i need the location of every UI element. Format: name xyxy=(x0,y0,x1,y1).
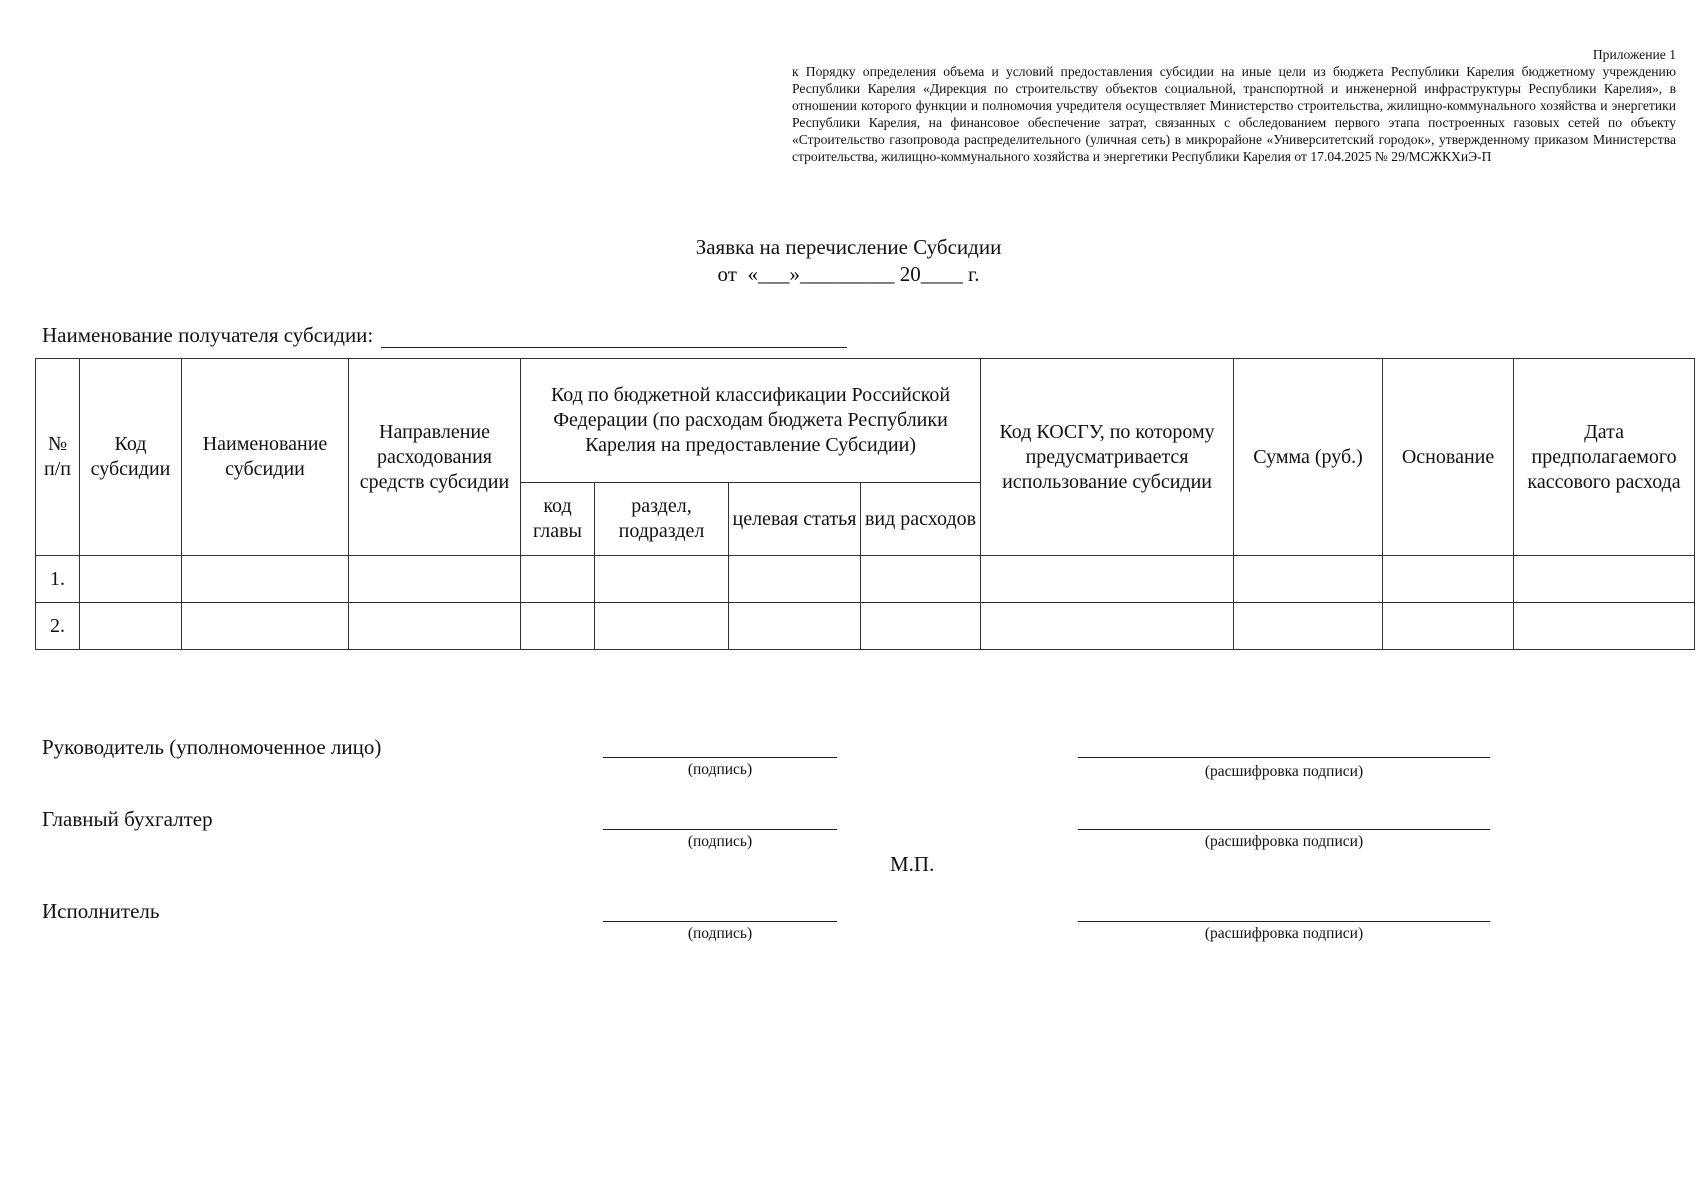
subheader-chapter-code: код главы xyxy=(521,483,595,556)
accountant-label: Главный бухгалтер xyxy=(42,807,213,831)
accountant-signature-caption: (подпись) xyxy=(687,833,753,850)
row-number: 2. xyxy=(36,603,80,650)
accountant-decode-line[interactable] xyxy=(1078,827,1490,830)
executor-decode-line[interactable] xyxy=(1078,919,1490,922)
header-no: № п/п xyxy=(36,359,80,556)
recipient-blank-line[interactable] xyxy=(381,325,847,348)
header-budget-classification: Код по бюджетной классификации Российской Федерации (по расходам бюджета Республики Карелия на предоставление Субсидии) xyxy=(521,359,981,483)
table-cell[interactable] xyxy=(1383,556,1514,603)
executor-signature-caption: (подпись) xyxy=(687,925,753,942)
appendix-block xyxy=(792,46,1676,165)
executor-signature-line[interactable] xyxy=(603,919,837,922)
table-cell[interactable] xyxy=(861,603,981,650)
table-row xyxy=(36,603,1695,650)
executor-decode-caption: (расшифровка подписи) xyxy=(1204,925,1364,942)
table-cell[interactable] xyxy=(729,556,861,603)
header-sum: Сумма (руб.) xyxy=(1234,359,1383,556)
table-cell[interactable] xyxy=(1514,556,1695,603)
subsidy-request-table xyxy=(35,358,1695,650)
head-label: Руководитель (уполномоченное лицо) xyxy=(42,735,382,759)
appendix-title: Приложение 1 xyxy=(1592,47,1676,62)
stamp-place: М.П. xyxy=(890,852,935,876)
table-cell[interactable] xyxy=(521,603,595,650)
table-cell[interactable] xyxy=(521,556,595,603)
recipient-label: Наименование получателя субсидии: xyxy=(42,323,374,347)
header-expense-date: Дата предполагаемого кассового расхода xyxy=(1514,359,1695,556)
table-cell[interactable] xyxy=(349,603,521,650)
table-row xyxy=(36,556,1695,603)
table-cell[interactable] xyxy=(595,556,729,603)
accountant-signature-line[interactable] xyxy=(603,827,837,830)
executor-label: Исполнитель xyxy=(42,899,160,923)
head-signature-line[interactable] xyxy=(603,755,837,758)
table-cell[interactable] xyxy=(981,556,1234,603)
document-title-block xyxy=(0,234,1697,288)
header-subsidy-code: Код субсидии xyxy=(80,359,182,556)
recipient-field xyxy=(42,323,847,348)
table-cell[interactable] xyxy=(349,556,521,603)
table-cell[interactable] xyxy=(182,556,349,603)
table-header-row xyxy=(36,359,1695,483)
head-signature-caption: (подпись) xyxy=(687,761,753,778)
header-kosgu: Код КОСГУ, по которому предусматривается использование субсидии xyxy=(981,359,1234,556)
header-direction: Направление расходования средств субсидии xyxy=(349,359,521,556)
table-cell[interactable] xyxy=(80,556,182,603)
appendix-text: к Порядку определения объема и условий предоставления субсидии на иные цели из бюджета Республики Карелия бюджетному учреждению Республики Карелия «Дирекция по строительству объектов социальной, транспортной и инженерной инфраструктуры Республики Карелия», в отношении которого функции и полномочия учредителя осуществляет Министерство строительства, жилищно-коммунального хозяйства и энергетики Республики Карелия, на финансовое обеспечение затрат, связанных с обследованием первого этапа построенных газовых сетей по объекту «Строительство газопровода распределительного (уличная сеть) в микрорайоне «Университетский городок», утвержденному приказом Министерства строительства, жилищно-коммунального хозяйства и энергетики Республики Карелия от 17.04.2025 № 29/МСЖКХиЭ-П xyxy=(792,64,1676,164)
subheader-section: раздел, подраздел xyxy=(595,483,729,556)
table-cell[interactable] xyxy=(861,556,981,603)
table-cell[interactable] xyxy=(595,603,729,650)
row-number: 1. xyxy=(36,556,80,603)
subheader-expense-type: вид расходов xyxy=(861,483,981,556)
table-cell[interactable] xyxy=(182,603,349,650)
accountant-decode-caption: (расшифровка подписи) xyxy=(1204,833,1364,850)
header-basis: Основание xyxy=(1383,359,1514,556)
table-cell[interactable] xyxy=(1234,556,1383,603)
head-decode-caption: (расшифровка подписи) xyxy=(1204,763,1364,780)
table-cell[interactable] xyxy=(1234,603,1383,650)
table-cell[interactable] xyxy=(1514,603,1695,650)
header-subsidy-name: Наименование субсидии xyxy=(182,359,349,556)
document-date-line: от «___»_________ 20____ г. xyxy=(717,262,980,286)
table-cell[interactable] xyxy=(729,603,861,650)
table-cell[interactable] xyxy=(1383,603,1514,650)
document-title: Заявка на перечисление Субсидии xyxy=(695,235,1002,259)
table-cell[interactable] xyxy=(981,603,1234,650)
subheader-target-item: целевая статья xyxy=(729,483,861,556)
table-cell[interactable] xyxy=(80,603,182,650)
head-decode-line[interactable] xyxy=(1078,755,1490,758)
